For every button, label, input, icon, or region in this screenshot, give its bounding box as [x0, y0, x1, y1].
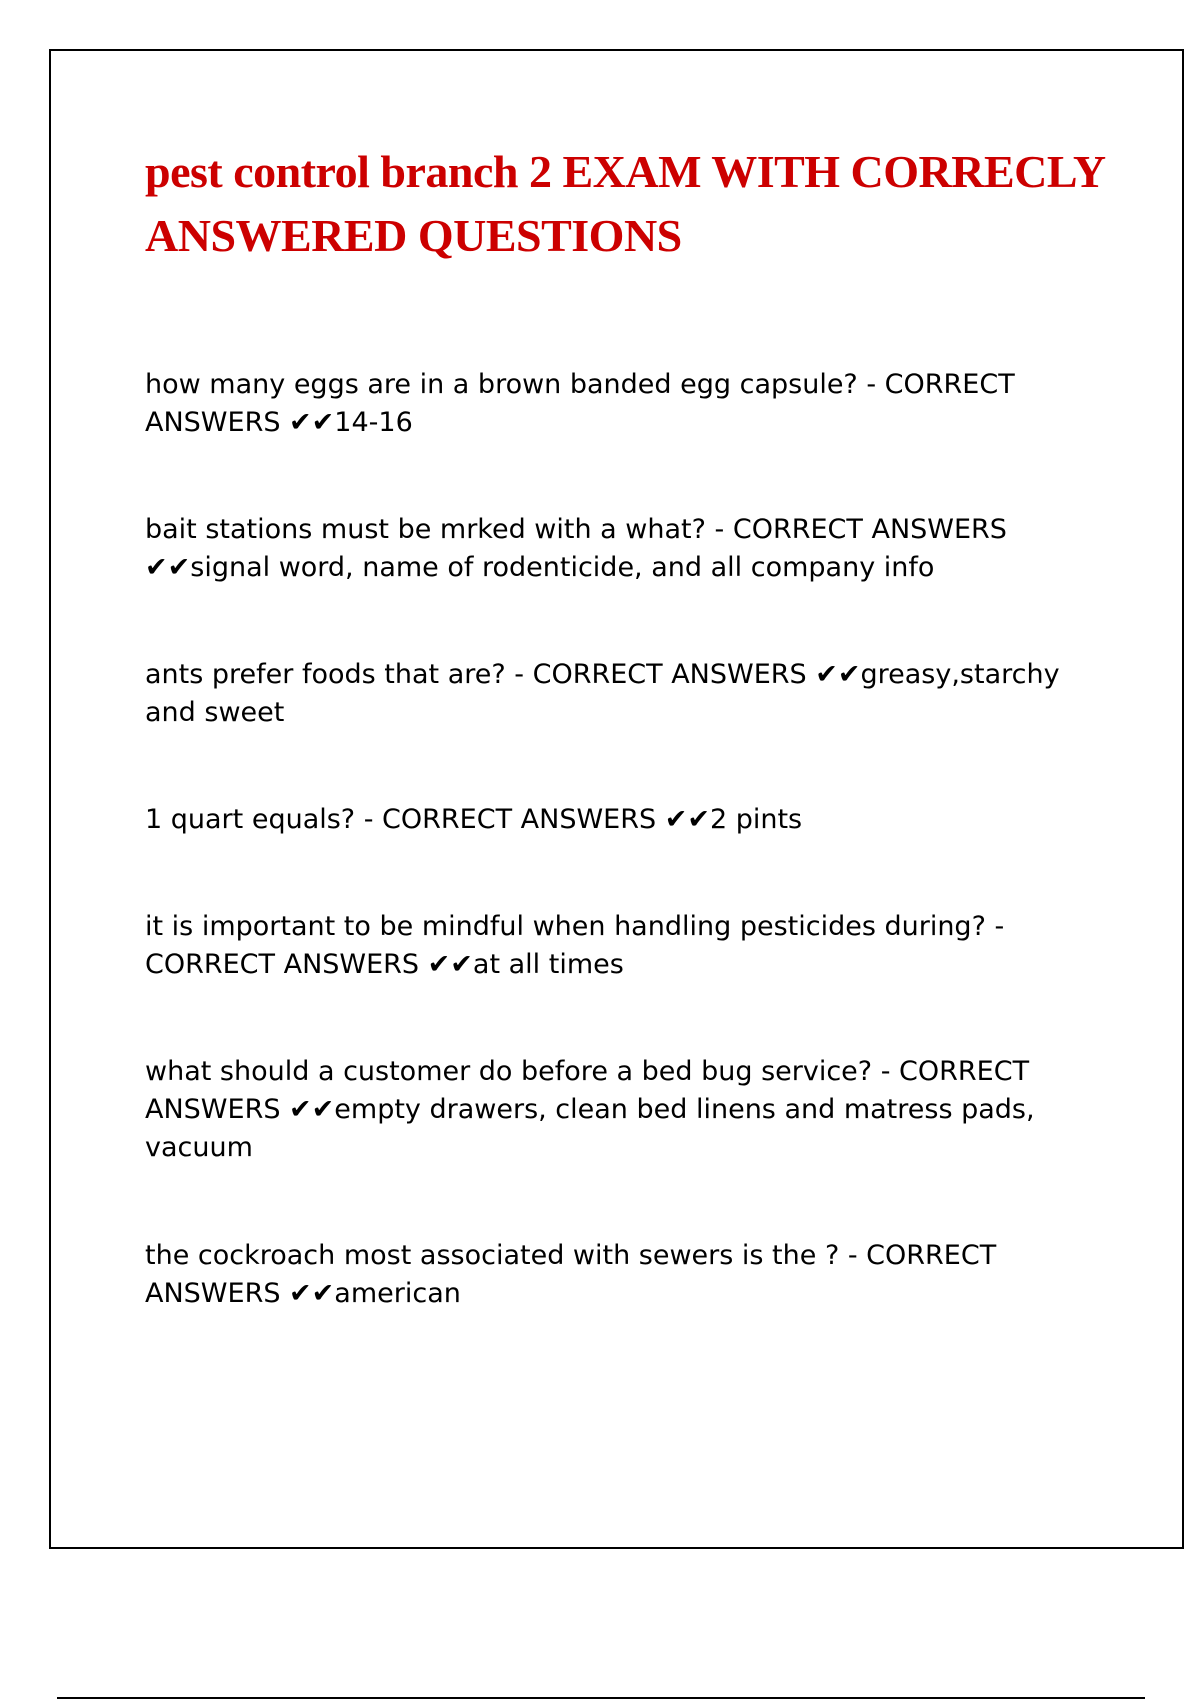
document-title: pest control branch 2 EXAM WITH CORRECLY ANSWERED QUESTIONS: [145, 146, 1104, 261]
qa-item-7: the cockroach most associated with sewers is the ? - CORRECT ANSWERS ✔✔american: [145, 1240, 1005, 1309]
qa-item-6: what should a customer do before a bed bug service? - CORRECT ANSWERS ✔✔empty drawers, clean bed linens and matress pads, vacuum: [145, 1056, 1044, 1163]
page-frame: [49, 49, 1184, 1549]
qa-item-5: it is important to be mindful when handling pesticides during? - CORRECT ANSWERS ✔✔at all times: [145, 911, 1013, 980]
qa-item-3: ants prefer foods that are? - CORRECT ANSWERS ✔✔greasy,starchy and sweet: [145, 659, 1069, 728]
qa-item-4: 1 quart equals? - CORRECT ANSWERS ✔✔2 pints: [145, 804, 803, 835]
footer-rule: [57, 1697, 1145, 1699]
qa-item-2: bait stations must be mrked with a what? - CORRECT ANSWERS ✔✔signal word, name of rodenticide, and all company info: [145, 514, 1016, 583]
qa-item-1: how many eggs are in a brown banded egg capsule? - CORRECT ANSWERS ✔✔14-16: [145, 369, 1024, 438]
